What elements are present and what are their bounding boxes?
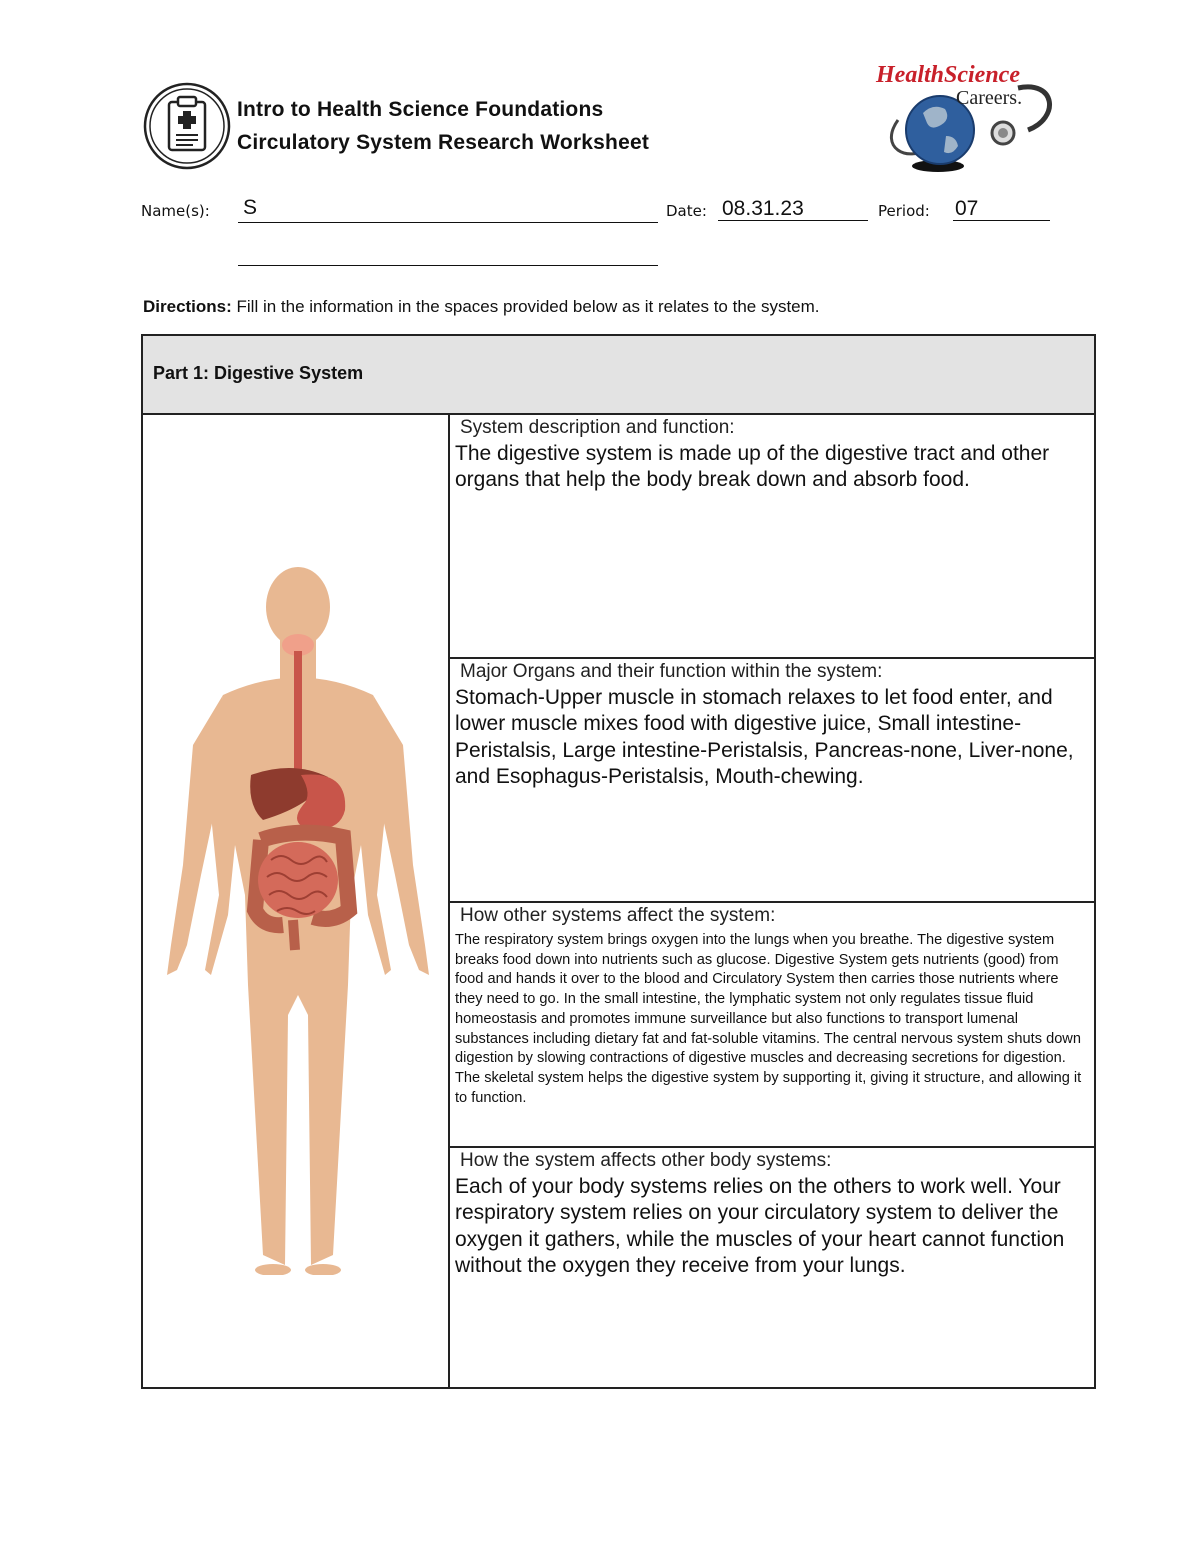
directions-label: Directions: [143, 297, 232, 316]
worksheet-title: Circulatory System Research Worksheet [237, 131, 650, 154]
logo-text-healthscience: HealthScience [876, 62, 1020, 88]
date-field[interactable]: 08.31.23 [722, 197, 804, 220]
period-label: Period: [878, 202, 930, 220]
directions [143, 297, 820, 317]
description-text[interactable]: The digestive system is made up of the digestive tract and other organs that help the body break down and absorb food. [455, 442, 1050, 492]
system-effects-text[interactable]: Each of your body systems relies on the others to work well. Your respiratory system relies on your circulatory system to deliver the oxygen it gathers, while the muscles of your heart cannot function without the oxygen they receive from your lungs. [455, 1175, 1065, 1277]
major-organs-cell [450, 659, 1096, 903]
major-organs-text[interactable]: Stomach-Upper muscle in stomach relaxes to let food enter, and lower muscle mixes food with digestive juice, Small intestine-Peristalsis, Large intestine-Peristalsis, Pancreas-none, Liver-none, and Esophagus-Peristalsis, Mouth-chewing. [455, 686, 1074, 788]
major-organs-label: Major Organs and their function within the system: [460, 661, 883, 682]
digestive-system-illustration [163, 565, 433, 1275]
health-science-careers-logo [868, 58, 1063, 178]
title-block [237, 93, 649, 159]
period-field[interactable]: 07 [955, 197, 979, 220]
system-effects-label: How the system affects other body systems: [460, 1150, 832, 1171]
figure-cell [143, 415, 450, 1389]
name-line [238, 222, 658, 223]
name-field[interactable]: S [243, 196, 258, 219]
date-label: Date: [666, 202, 707, 220]
system-effects-cell [450, 1148, 1096, 1389]
other-systems-effect-text[interactable]: The respiratory system brings oxygen into the lungs when you breathe. The digestive system breaks food down into nutrients such as glucose. Digestive System gets nutrients (good) from food and hands it over to the blood and Circulatory System then carries those nutrients where they need to go. In the small intestine, the lymphatic system not only regulates tissue fluid homeostasis and promotes immune surveillance but also functions to transport lumenal substances including dietary fat and fat-soluble vitamins. The central nervous system shuts down digestion by slowing contractions of digestive muscles and decreasing secretions for digestion. The skeletal system helps the digestive system by supporting it, giving it structure, and allowing it to function. [455, 932, 1082, 1106]
other-systems-effect-cell [450, 903, 1096, 1148]
rectum-organ [293, 920, 295, 950]
part-header [143, 336, 1094, 415]
system-table [141, 334, 1096, 1389]
part-title: Part 1: Digestive System [153, 363, 364, 383]
directions-text: Fill in the information in the spaces provided below as it relates to the system. [231, 297, 820, 316]
name-label: Name(s): [141, 202, 210, 220]
course-title: Intro to Health Science Foundations [237, 98, 604, 121]
other-systems-effect-label: How other systems affect the system: [460, 905, 776, 926]
description-label: System description and function: [460, 417, 735, 438]
description-cell [450, 415, 1096, 659]
name-line-2[interactable] [238, 265, 658, 266]
logo-text-careers: Careers. [956, 87, 1023, 109]
clipboard-icon [143, 82, 231, 170]
